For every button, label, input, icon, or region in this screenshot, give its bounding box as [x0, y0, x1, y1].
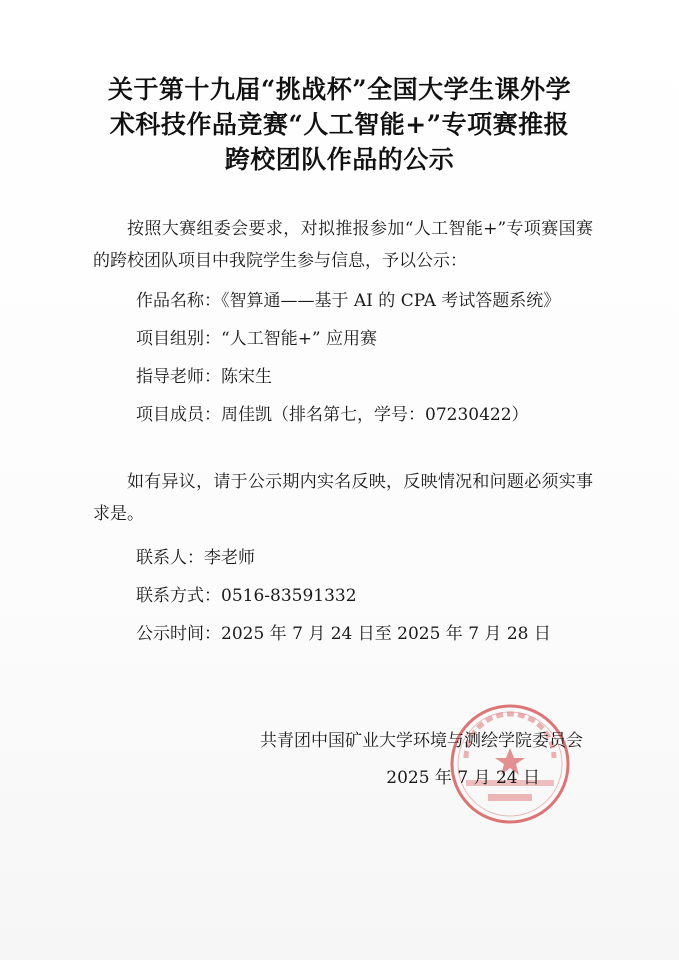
member-field: 项目成员：周佳凯（排名第七，学号：07230422） — [136, 405, 529, 425]
contact-method: 联系方式：0516-83591332 — [136, 586, 357, 606]
advisor-field: 指导老师：陈宋生 — [136, 367, 272, 387]
title-line-1: 关于第十九届“挑战杯”全国大学生课外学 — [107, 75, 572, 104]
signature-organization: 共青团中国矿业大学环境与测绘学院委员会 — [260, 731, 583, 751]
intro-paragraph: 按照大赛组委会要求，对拟推报参加“人工智能+”专项赛国赛的跨校团队项目中我院学生参与信息，予以公示： — [93, 219, 593, 271]
title-line-2: 术科技作品竞赛“人工智能+”专项赛推报 — [109, 110, 570, 139]
document-title — [70, 72, 609, 177]
contact-person: 联系人：李老师 — [136, 548, 255, 568]
work-name-field: 作品名称：《智算通——基于 AI 的 CPA 考试答题系统》 — [136, 291, 561, 311]
objection-paragraph: 如有异议，请于公示期内实名反映，反映情况和问题必须实事求是。 — [93, 472, 593, 524]
title-line-3: 跨校团队作品的公示 — [224, 145, 455, 174]
publicity-period: 公示时间：2025 年 7 月 24 日至 2025 年 7 月 28 日 — [136, 624, 551, 644]
signature-date: 2025 年 7 月 24 日 — [386, 768, 540, 788]
project-group-field: 项目组别：“人工智能+” 应用赛 — [136, 329, 378, 349]
